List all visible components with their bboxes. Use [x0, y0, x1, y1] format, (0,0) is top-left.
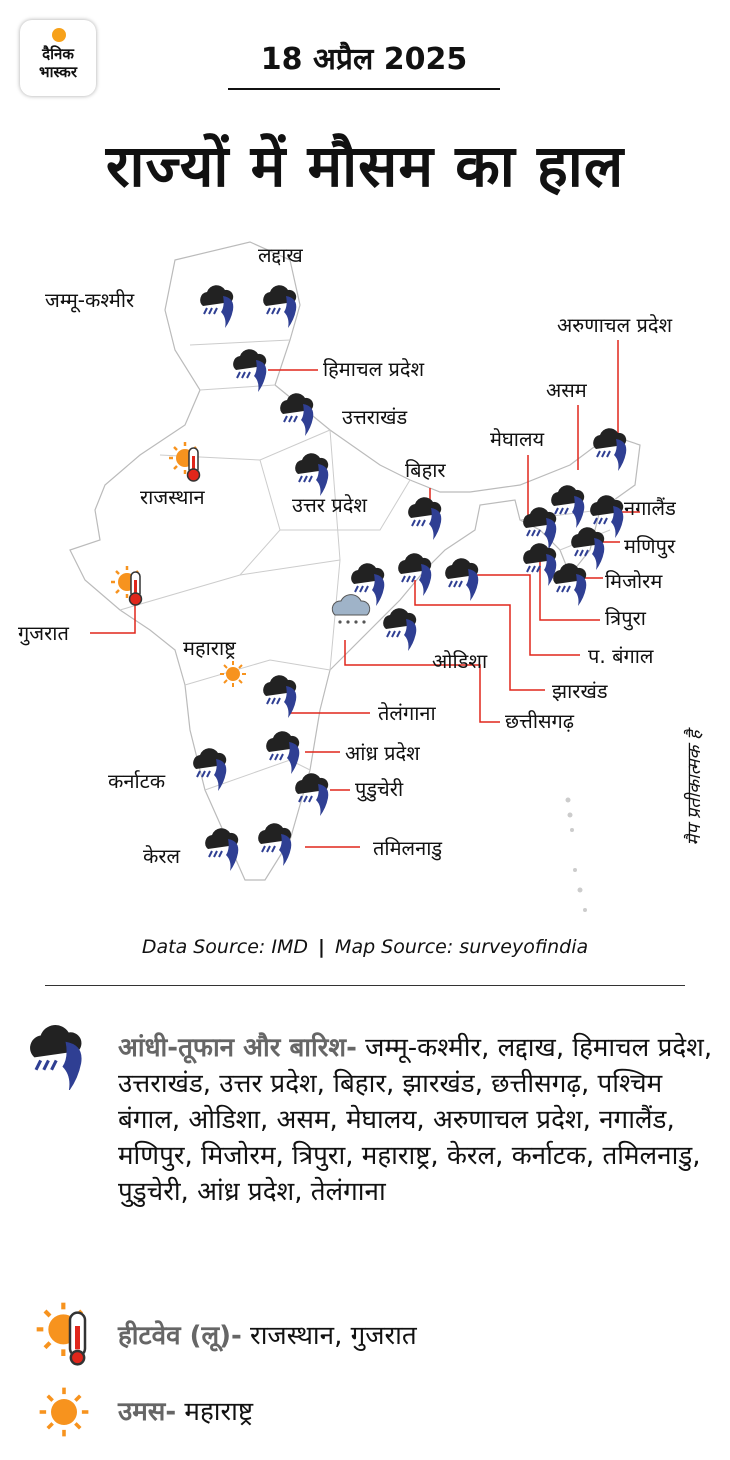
map-disclaimer: मैप प्रतीकात्मक है — [684, 729, 705, 846]
storm-icon-kerala — [205, 828, 238, 871]
logo-line2: भास्कर — [39, 63, 77, 81]
data-source: Data Source: IMD — [141, 936, 308, 958]
storm-icon-west-bengal — [445, 558, 478, 601]
sun-icon — [38, 1386, 90, 1438]
source-separator: | — [318, 936, 325, 958]
label-odisha: ओडिशा — [432, 649, 488, 673]
label-nagaland: नगालैंड — [624, 496, 676, 520]
label-west-bengal: प. बंगाल — [588, 644, 654, 668]
divider — [45, 985, 685, 986]
label-puducherry: पुडुचेरी — [355, 777, 404, 801]
label-arunachal: अरुणाचल प्रदेश — [557, 313, 673, 337]
date-heading: 18 अप्रैल 2025 — [260, 42, 468, 77]
source-line — [0, 934, 730, 960]
dainik-bhaskar-logo — [20, 20, 96, 96]
label-bihar: बिहार — [405, 458, 446, 482]
logo-line1: दैनिक — [42, 45, 74, 63]
map-source: Map Source: surveyofindia — [335, 936, 589, 958]
label-manipur: मणिपुर — [624, 534, 676, 558]
label-mizoram: मिजोरम — [605, 569, 663, 593]
legend-heatwave — [118, 1318, 718, 1354]
storm-icon-mizoram — [553, 563, 586, 606]
label-tripura: त्रिपुरा — [605, 606, 646, 630]
legend-humid-heading: उमस- — [118, 1397, 177, 1427]
date-underline — [228, 88, 500, 90]
label-maharashtra: महाराष्ट्र — [183, 636, 236, 660]
legend-humid-states: महाराष्ट्र — [176, 1397, 254, 1427]
label-gujarat: गुजरात — [18, 621, 69, 645]
legend-heat-states: राजस्थान, गुजरात — [241, 1321, 417, 1351]
legend-heat-heading: हीटवेव (लू)- — [118, 1321, 242, 1351]
label-ladakh: लद्दाख — [258, 243, 303, 267]
label-jharkhand: झारखंड — [552, 679, 608, 703]
legend-humid — [118, 1394, 718, 1430]
label-meghalaya: मेघालय — [490, 427, 545, 451]
label-kerala: केरल — [143, 844, 181, 868]
label-tamilnadu: तमिलनाडु — [373, 836, 443, 860]
legend-storm-heading: आंधी-तूफान और बारिश- — [118, 1033, 357, 1063]
page-title: राज्यों में मौसम का हाल — [105, 132, 625, 200]
label-telangana: तेलंगाना — [378, 701, 436, 725]
legend-storm-states: जम्मू-कश्मीर, लद्दाख, हिमाचल प्रदेश, उत्तराखंड, उत्तर प्रदेश, बिहार, झारखंड, छत्तीसगढ़, पश्चिम बंगाल, ओडिशा, असम, मेघालय, अरुणाचल प्रदेश, नगालैंड, मणिपुर, मिजोरम, त्रिपुरा, महाराष्ट्र, केरल, कर्नाटक, तमिलनाडु, पुडुचेरी, आंध्र प्रदेश, तेलंगाना — [118, 1033, 713, 1207]
logo-sun-dot — [52, 28, 66, 42]
label-andhra: आंध्र प्रदेश — [345, 741, 420, 765]
label-rajasthan: राजस्थान — [140, 485, 205, 509]
legend-storm — [118, 1030, 718, 1210]
storm-icon-odisha — [383, 608, 416, 651]
storm-icon — [24, 1020, 104, 1090]
label-karnataka: कर्नाटक — [108, 769, 166, 793]
label-assam: असम — [546, 378, 587, 402]
label-uttarakhand: उत्तराखंड — [342, 405, 408, 429]
label-uttar-pradesh: उत्तर प्रदेश — [292, 493, 367, 517]
heatwave-icon — [30, 1296, 100, 1366]
label-himachal: हिमाचल प्रदेश — [323, 357, 425, 381]
label-chhattisgarh: छत्तीसगढ़ — [505, 709, 575, 733]
label-jammu-kashmir: जम्मू-कश्मीर — [45, 288, 135, 312]
